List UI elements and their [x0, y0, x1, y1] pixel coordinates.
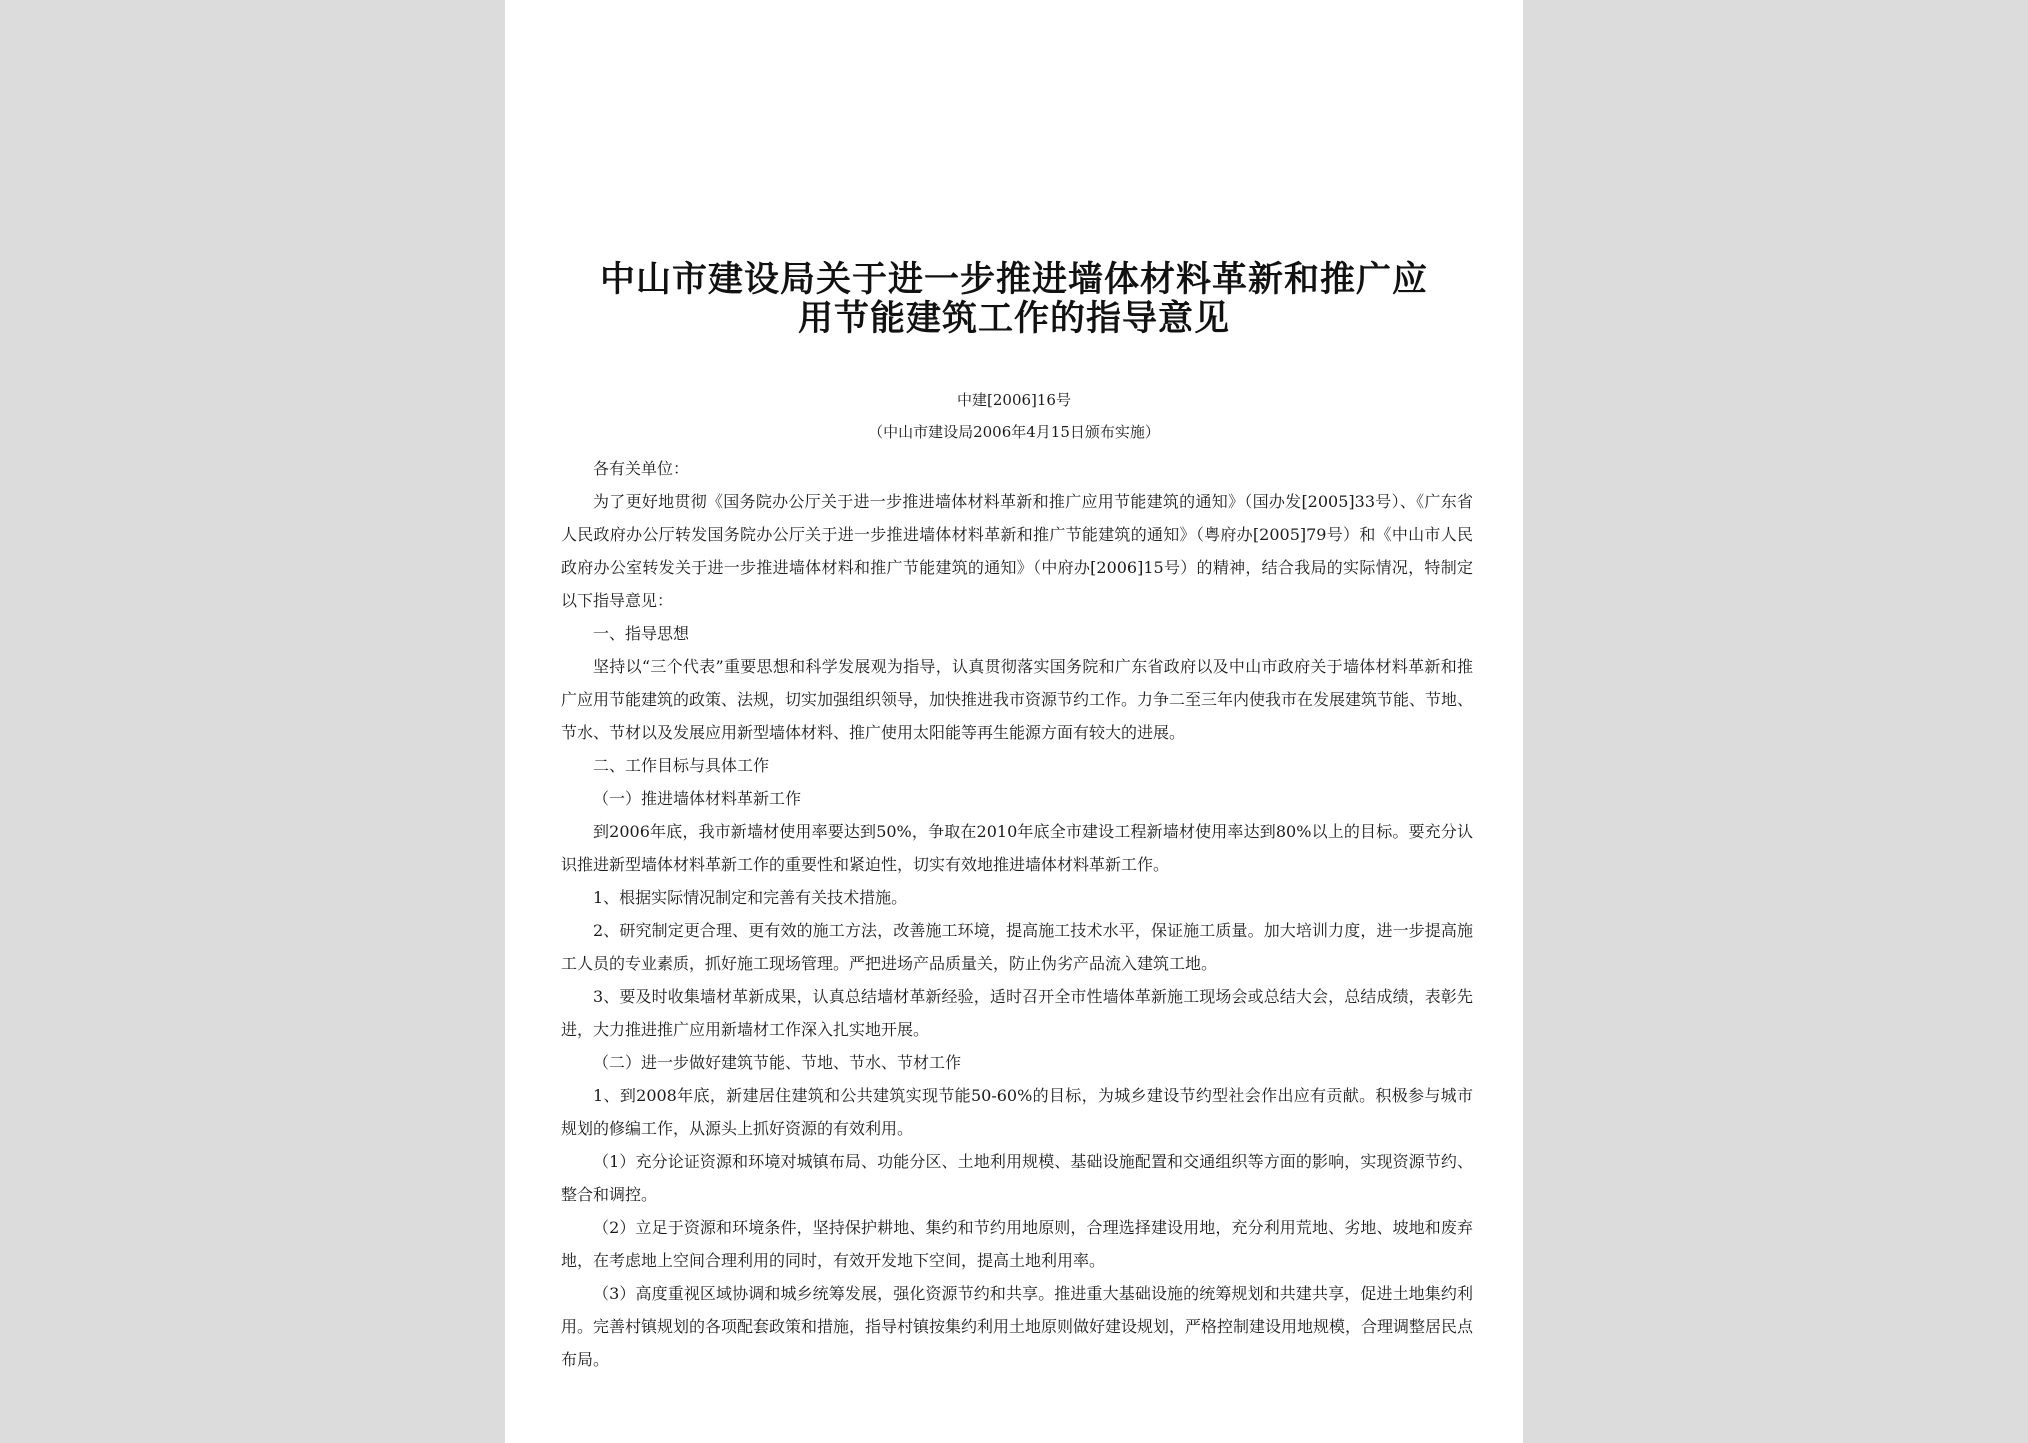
- list-item: 1、根据实际情况制定和完善有关技术措施。: [593, 888, 908, 907]
- document-page: [505, 0, 1523, 1443]
- document-number: 中建[2006]16号: [957, 391, 1071, 409]
- list-item: 1、到2008年底，新建居住建筑和公共建筑实现节能50-60%的目标，为城乡建设节约型社会作出应有贡献。积极参与城市规划的修编工作，从源头上抓好资源的有效利用。: [561, 1086, 1473, 1138]
- document-body: [561, 452, 1473, 1376]
- paragraph: 坚持以“三个代表”重要思想和科学发展观为指导，认真贯彻落实国务院和广东省政府以及中山市政府关于墙体材料革新和推广应用节能建筑的政策、法规，切实加强组织领导，加快推进我市资源节约工作。力争二至三年内使我市在发展建筑节能、节地、节水、节材以及发展应用新型墙体材料、推广使用太阳能等再生能源方面有较大的进展。: [561, 657, 1474, 742]
- list-item: 2、研究制定更合理、更有效的施工方法，改善施工环境，提高施工技术水平，保证施工质量。加大培训力度，进一步提高施工人员的专业素质，抓好施工现场管理。严把进场产品质量关，防止伪劣产品流入建筑工地。: [561, 921, 1473, 973]
- list-item: （3）高度重视区域协调和城乡统筹发展，强化资源节约和共享。推进重大基础设施的统筹规划和共建共享，促进土地集约利用。完善村镇规划的各项配套政策和措施，指导村镇按集约利用土地原则做好建设规划，严格控制建设用地规模，合理调整居民点布局。: [561, 1284, 1474, 1369]
- subsection-heading: （二）进一步做好建筑节能、节地、节水、节材工作: [593, 1053, 962, 1072]
- list-item: （1）充分论证资源和环境对城镇布局、功能分区、土地利用规模、基础设施配置和交通组织等方面的影响，实现资源节约、整合和调控。: [561, 1152, 1473, 1204]
- section-heading: 一、指导思想: [593, 624, 690, 643]
- list-item: 3、要及时收集墙材革新成果，认真总结墙材革新经验，适时召开全市性墙体革新施工现场会或总结大会，总结成绩，表彰先进，大力推进推广应用新墙材工作深入扎实地开展。: [561, 987, 1473, 1039]
- paragraph: 到2006年底，我市新墙材使用率要达到50%，争取在2010年底全市建设工程新墙材使用率达到80%以上的目标。要充分认识推进新型墙体材料革新工作的重要性和紧迫性，切实有效地推进墙体材料革新工作。: [561, 822, 1473, 874]
- title-line-2: 用节能建筑工作的指导意见: [797, 298, 1230, 339]
- list-item: （2）立足于资源和环境条件，坚持保护耕地、集约和节约用地原则，合理选择建设用地，充分利用荒地、劣地、坡地和废弃地，在考虑地上空间合理利用的同时，有效开发地下空间，提高土地利用率。: [561, 1218, 1473, 1270]
- section-heading: 二、工作目标与具体工作: [593, 756, 770, 775]
- paragraph: 各有关单位：: [593, 459, 690, 478]
- title-line-1: 中山市建设局关于进一步推进墙体材料革新和推广应: [599, 259, 1428, 300]
- document-title: [565, 260, 1463, 338]
- paragraph: 为了更好地贯彻《国务院办公厅关于进一步推进墙体材料革新和推广应用节能建筑的通知》（国办发[2005]33号）、《广东省人民政府办公厅转发国务院办公厅关于进一步推进墙体材料革新和推广节能建筑的通知》（粤府办[2005]79号）和《中山市人民政府办公室转发关于进一步推进墙体材料和推广节能建筑的通知》（中府办[2006]15号）的精神，结合我局的实际情况，特制定以下指导意见：: [561, 492, 1473, 610]
- subsection-heading: （一）推进墙体材料革新工作: [593, 789, 802, 808]
- issued-note: （中山市建设局2006年4月15日颁布实施）: [868, 423, 1160, 441]
